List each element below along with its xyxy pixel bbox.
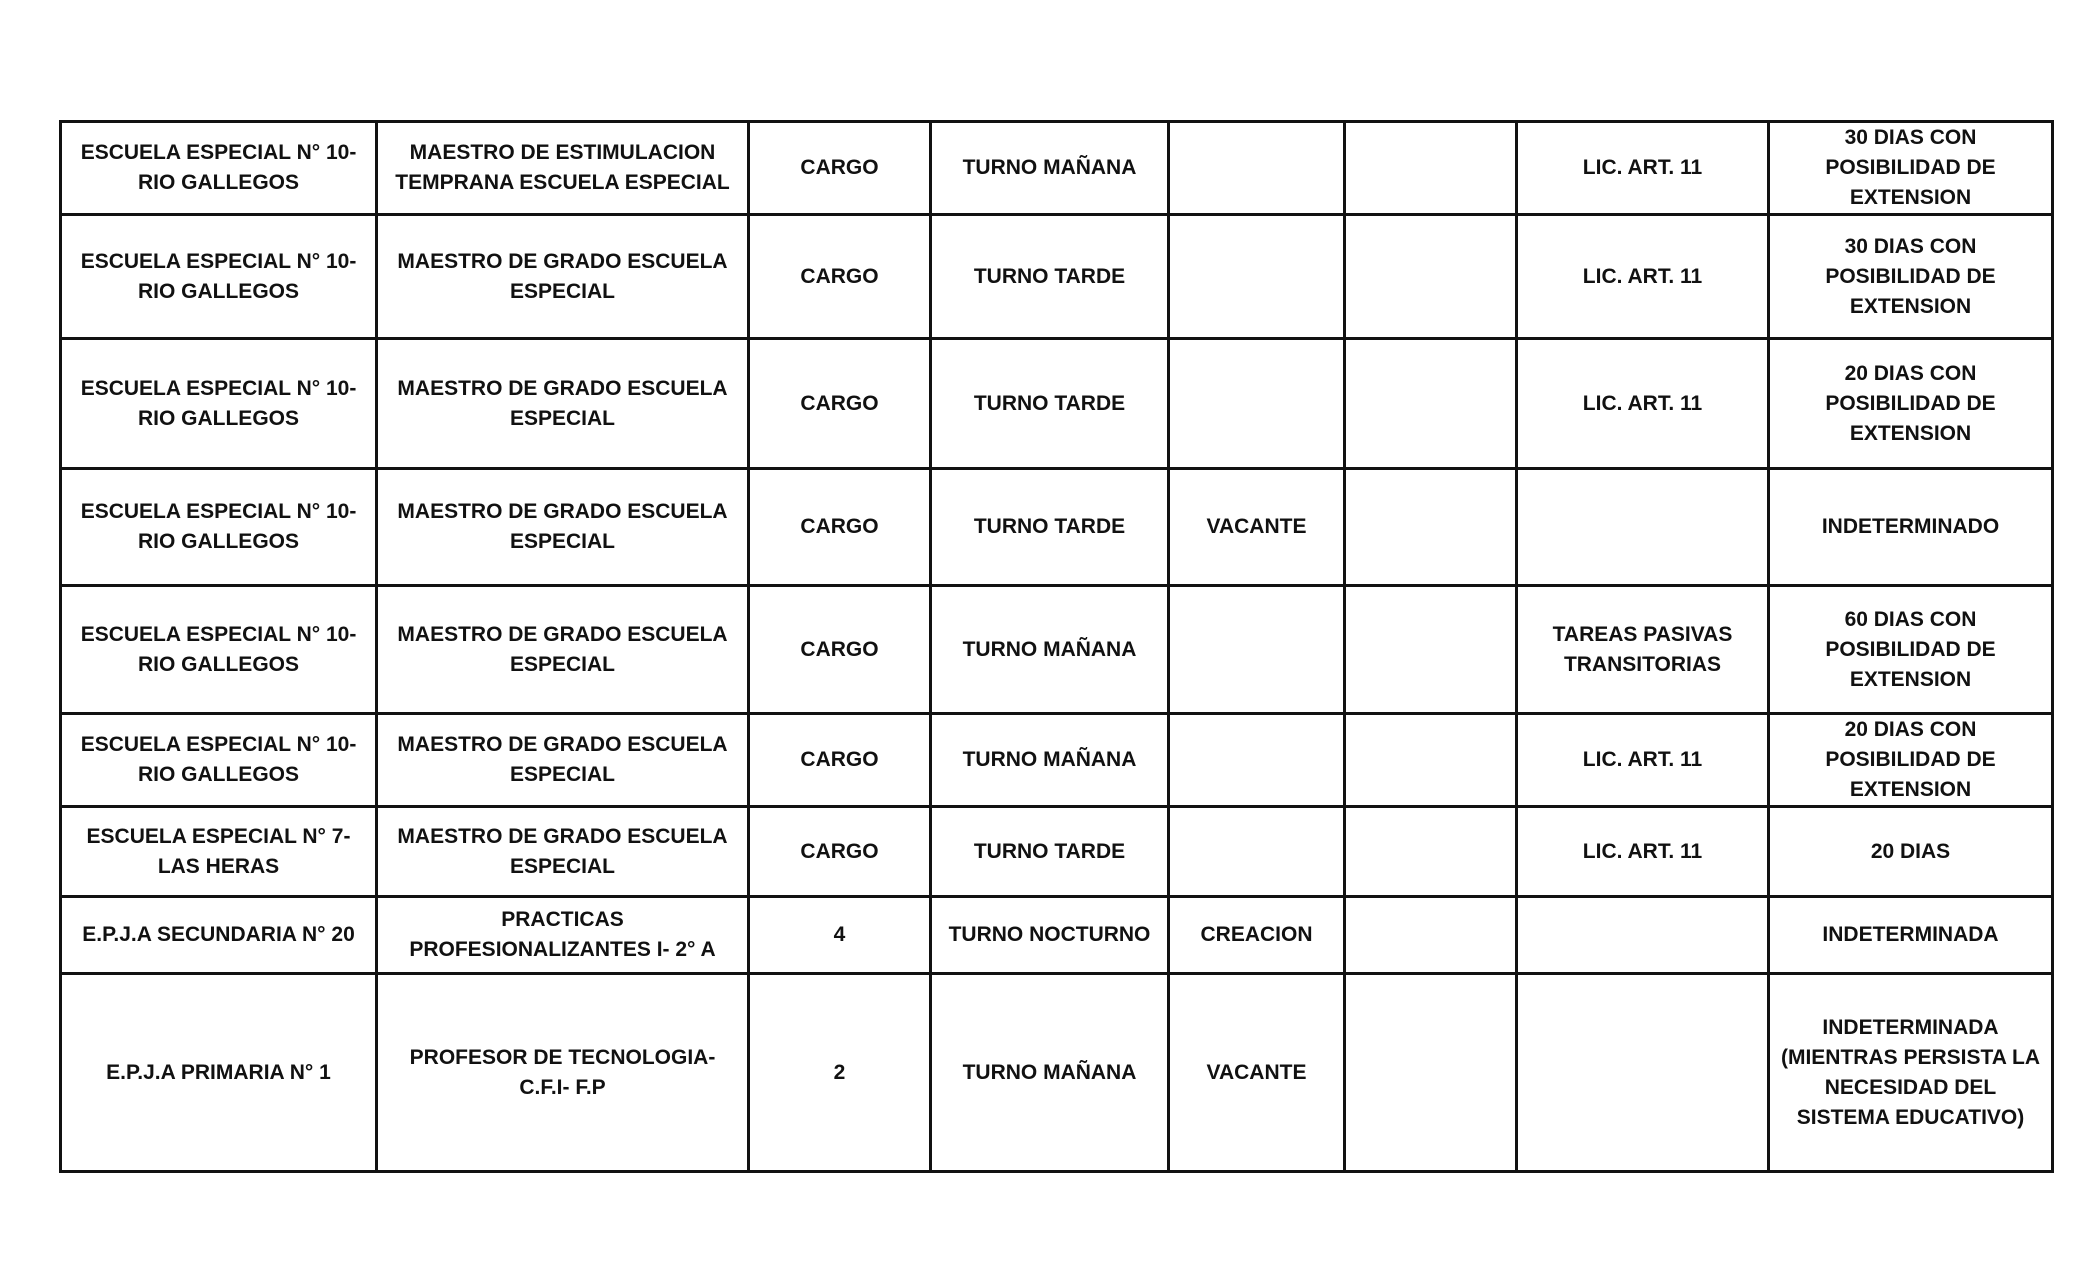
position-cell: PRACTICAS PROFESIONALIZANTES I- 2° A xyxy=(377,897,749,974)
blank-cell xyxy=(1345,974,1517,1172)
table-row xyxy=(61,714,2053,807)
status-cell xyxy=(1169,122,1345,215)
table-row xyxy=(61,122,2053,215)
type-cell: CARGO xyxy=(749,807,931,897)
shift-cell: TURNO MAÑANA xyxy=(931,714,1169,807)
reason-cell xyxy=(1517,897,1769,974)
shift-cell: TURNO MAÑANA xyxy=(931,122,1169,215)
status-cell xyxy=(1169,807,1345,897)
position-cell: PROFESOR DE TECNOLOGIA- C.F.I- F.P xyxy=(377,974,749,1172)
shift-cell: TURNO TARDE xyxy=(931,469,1169,586)
blank-cell xyxy=(1345,586,1517,714)
position-cell: MAESTRO DE GRADO ESCUELA ESPECIAL xyxy=(377,714,749,807)
shift-cell: TURNO MAÑANA xyxy=(931,974,1169,1172)
shift-cell: TURNO TARDE xyxy=(931,215,1169,339)
table-row xyxy=(61,586,2053,714)
duration-cell: INDETERMINADO xyxy=(1769,469,2053,586)
blank-cell xyxy=(1345,215,1517,339)
blank-cell xyxy=(1345,469,1517,586)
status-cell xyxy=(1169,215,1345,339)
shift-cell: TURNO TARDE xyxy=(931,807,1169,897)
table-row xyxy=(61,215,2053,339)
position-cell: MAESTRO DE GRADO ESCUELA ESPECIAL xyxy=(377,586,749,714)
school-cell: ESCUELA ESPECIAL N° 7- LAS HERAS xyxy=(61,807,377,897)
reason-cell xyxy=(1517,469,1769,586)
reason-cell xyxy=(1517,974,1769,1172)
school-cell: ESCUELA ESPECIAL N° 10- RIO GALLEGOS xyxy=(61,122,377,215)
status-cell xyxy=(1169,339,1345,469)
school-cell: E.P.J.A SECUNDARIA N° 20 xyxy=(61,897,377,974)
school-cell: E.P.J.A PRIMARIA N° 1 xyxy=(61,974,377,1172)
duration-cell: INDETERMINADA xyxy=(1769,897,2053,974)
type-cell: CARGO xyxy=(749,714,931,807)
type-cell: CARGO xyxy=(749,469,931,586)
type-cell: CARGO xyxy=(749,339,931,469)
type-cell: 2 xyxy=(749,974,931,1172)
status-cell xyxy=(1169,586,1345,714)
table-row xyxy=(61,339,2053,469)
type-cell: 4 xyxy=(749,897,931,974)
position-cell: MAESTRO DE ESTIMULACION TEMPRANA ESCUELA ESPECIAL xyxy=(377,122,749,215)
type-cell: CARGO xyxy=(749,122,931,215)
position-cell: MAESTRO DE GRADO ESCUELA ESPECIAL xyxy=(377,339,749,469)
duration-cell: 60 DIAS CON POSIBILIDAD DE EXTENSION xyxy=(1769,586,2053,714)
blank-cell xyxy=(1345,897,1517,974)
blank-cell xyxy=(1345,807,1517,897)
duration-cell: INDETERMINADA (MIENTRAS PERSISTA LA NECESIDAD DEL SISTEMA EDUCATIVO) xyxy=(1769,974,2053,1172)
reason-cell: LIC. ART. 11 xyxy=(1517,807,1769,897)
duration-cell: 30 DIAS CON POSIBILIDAD DE EXTENSION xyxy=(1769,215,2053,339)
shift-cell: TURNO TARDE xyxy=(931,339,1169,469)
shift-cell: TURNO MAÑANA xyxy=(931,586,1169,714)
reason-cell: LIC. ART. 11 xyxy=(1517,215,1769,339)
status-cell: VACANTE xyxy=(1169,974,1345,1172)
position-cell: MAESTRO DE GRADO ESCUELA ESPECIAL xyxy=(377,215,749,339)
table-row xyxy=(61,469,2053,586)
duration-cell: 30 DIAS CON POSIBILIDAD DE EXTENSION xyxy=(1769,122,2053,215)
duration-cell: 20 DIAS xyxy=(1769,807,2053,897)
table-row xyxy=(61,897,2053,974)
school-cell: ESCUELA ESPECIAL N° 10- RIO GALLEGOS xyxy=(61,469,377,586)
shift-cell: TURNO NOCTURNO xyxy=(931,897,1169,974)
blank-cell xyxy=(1345,122,1517,215)
vacancy-sheet xyxy=(59,120,2051,1173)
reason-cell: LIC. ART. 11 xyxy=(1517,122,1769,215)
school-cell: ESCUELA ESPECIAL N° 10- RIO GALLEGOS xyxy=(61,586,377,714)
position-cell: MAESTRO DE GRADO ESCUELA ESPECIAL xyxy=(377,807,749,897)
reason-cell: LIC. ART. 11 xyxy=(1517,339,1769,469)
school-cell: ESCUELA ESPECIAL N° 10- RIO GALLEGOS xyxy=(61,714,377,807)
duration-cell: 20 DIAS CON POSIBILIDAD DE EXTENSION xyxy=(1769,339,2053,469)
reason-cell: LIC. ART. 11 xyxy=(1517,714,1769,807)
table-row xyxy=(61,974,2053,1172)
type-cell: CARGO xyxy=(749,215,931,339)
vacancy-table xyxy=(59,120,2054,1173)
reason-cell: TAREAS PASIVAS TRANSITORIAS xyxy=(1517,586,1769,714)
position-cell: MAESTRO DE GRADO ESCUELA ESPECIAL xyxy=(377,469,749,586)
school-cell: ESCUELA ESPECIAL N° 10- RIO GALLEGOS xyxy=(61,339,377,469)
type-cell: CARGO xyxy=(749,586,931,714)
blank-cell xyxy=(1345,339,1517,469)
table-row xyxy=(61,807,2053,897)
blank-cell xyxy=(1345,714,1517,807)
duration-cell: 20 DIAS CON POSIBILIDAD DE EXTENSION xyxy=(1769,714,2053,807)
status-cell: CREACION xyxy=(1169,897,1345,974)
status-cell: VACANTE xyxy=(1169,469,1345,586)
school-cell: ESCUELA ESPECIAL N° 10- RIO GALLEGOS xyxy=(61,215,377,339)
status-cell xyxy=(1169,714,1345,807)
